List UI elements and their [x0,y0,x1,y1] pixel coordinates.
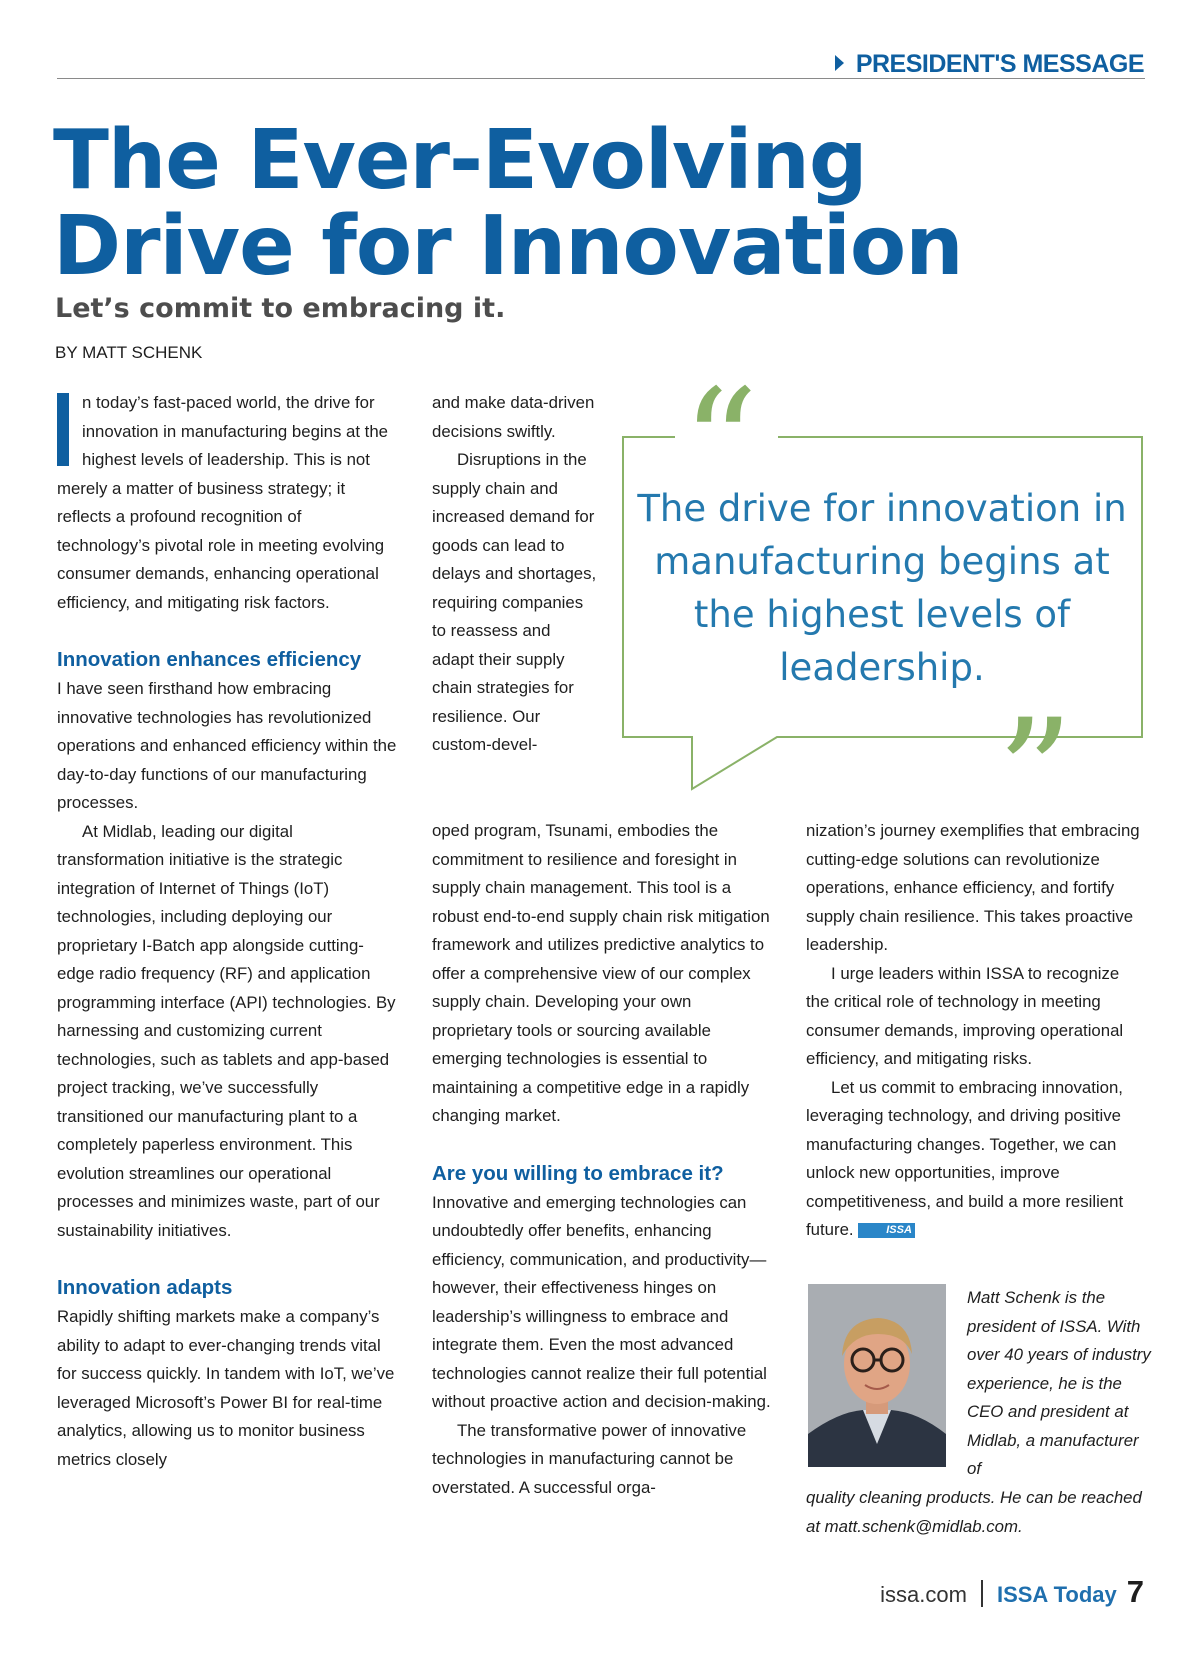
paragraph: Rapidly shifting markets make a company’s ability to adapt to ever-changing trends vital for success quickly. In tandem with IoT, we’ve leveraged Microsoft’s Power BI for real-time analytics, allowing us to monitor business metrics closely [57,1307,395,1469]
author-bio: Matt Schenk is the president of ISSA. With over 40 years of industry experience, he is the CEO and president at Midlab, a manufacturer of [967,1288,1151,1478]
author-photo [808,1284,946,1467]
paragraph [806,1074,1146,1245]
column-1 [57,389,397,1474]
open-quote-icon: “ [681,358,759,532]
column-2-narrow [432,389,597,760]
author-bio-continued: quality cleaning products. He can be reached at matt.schenk@midlab.com. [806,1488,1142,1536]
footer-divider [981,1580,983,1607]
footer-magazine: ISSA Today [996,1582,1117,1607]
triangle-right-icon [835,55,844,71]
byline: BY MATT SCHENK [55,343,203,362]
drop-cap-i [57,393,69,466]
article-title [53,113,963,294]
section-label-text: PRESIDENT'S MESSAGE [855,50,1144,78]
subhead-are-you-willing: Are you willing to embrace it? [432,1161,724,1185]
footer-site: issa.com [880,1582,967,1607]
paragraph: I have seen firsthand how embracing innovative technologies has revolutionized operations and enhanced efficiency within the day-to-day functions of our manufacturing processes. [57,679,397,812]
section-label [835,50,1144,79]
footer [880,1574,1144,1610]
paragraph: oped program, Tsunami, embodies the commitment to resilience and foresight in supply chain management. This tool is a robust end-to-end supply chain risk mitigation framework and utilizes predictive analytics to offer a comprehensive view of our complex supply chain. Developing your own proprietary tools or sourcing available emerging technologies is essential to maintaining a competitive edge in a rapidly changing market. [432,821,770,1125]
paragraph: nization’s journey exemplifies that embracing cutting-edge solutions can revolutionize operations, enhance efficiency, and fortify supply chain resilience. This takes proactive leadership. [806,821,1140,954]
column-3 [806,817,1146,1245]
paragraph-text: n today’s fast-paced world, the drive for innovation in manufacturing begins at the highest levels of leadership. This is not merely a matter of business strategy; it reflects a profound recognition of technology’s pivotal role in meeting evolving consumer demands, enhancing operational efficiency, and mitigating risk factors. [57,393,388,612]
paragraph-text: Let us commit to embracing innovation, leveraging technology, and driving positive manufacturing changes. Together, we can unlock new opportunities, improve competitiveness, and build a more resilient future. [806,1077,1124,1239]
column-2 [432,817,772,1502]
subhead-innovation-enhances-efficiency: Innovation enhances efficiency [57,648,362,671]
paragraph [57,389,397,617]
page-number: 7 [1126,1574,1144,1609]
author-portrait-icon [808,1284,946,1467]
paragraph: Innovative and emerging technologies can undoubtedly offer benefits, enhancing efficiency, communication, and productivity—however, their effectiveness hinges on leadership’s willingness to embrace and integrate them. Even the most advanced technologies cannot realize their full potential without proactive action and decision-making. [432,1192,771,1411]
paragraph: The transformative power of innovative technologies in manufacturing cannot be overstated. A successful orga- [432,1420,747,1497]
issa-logo-icon: ISSA [858,1223,915,1238]
article-subtitle: Let’s commit to embracing it. [55,293,506,324]
paragraph: Disruptions in the supply chain and increased demand for goods can lead to delays and shortages, requiring companies to reassess and adapt their supply chain strategies for resilience. Our custom-devel- [432,450,597,754]
paragraph: At Midlab, leading our digital transformation initiative is the strategic integration of Internet of Things (IoT) technologies, including deploying our proprietary I-Batch app alongside cutting-edge radio frequency (RF) and application programming interface (API) technologies. By harnessing and customizing current technologies, such as tablets and app-based project tracking, we’ve successfully transitioned our manufacturing plant to a completely paperless environment. This evolution streamlines our operational processes and minimizes waste, part of our sustainability initiatives. [57,821,396,1240]
subhead-innovation-adapts: Innovation adapts [57,1276,233,1299]
paragraph: and make data-driven decisions swiftly. [432,393,595,441]
close-quote-icon: ” [996,688,1074,862]
title-line-2: Drive for Innovation [53,199,963,294]
paragraph: I urge leaders within ISSA to recognize the critical role of technology in meeting consumer demands, improving operational efficiency, and mitigating risks. [806,963,1124,1068]
title-line-1: The Ever-Evolving [53,113,867,208]
pull-quote-text: The drive for innovation in manufacturing begins at the highest levels of leadership. [637,487,1127,689]
